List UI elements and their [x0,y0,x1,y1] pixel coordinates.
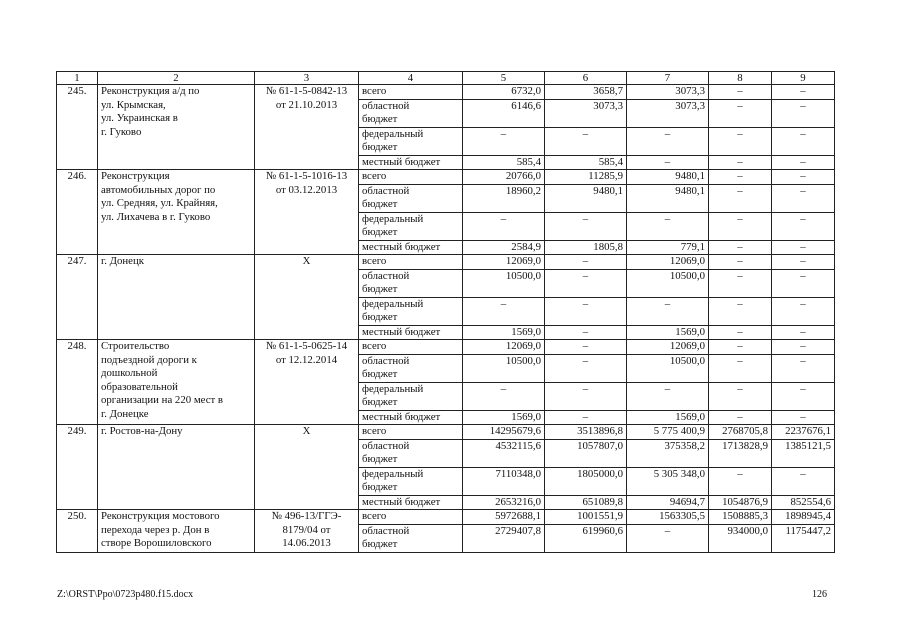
object-name [98,510,255,553]
amount-cell: – [545,340,627,355]
funding-source-line: всего [362,340,387,352]
amount-cell: 852554,6 [772,495,835,510]
amount-cell: 12069,0 [463,340,545,355]
amount-cell: 5 775 400,9 [627,425,709,440]
funding-source-line: федеральный [362,297,424,310]
object-name-line: Реконструкция мостового [101,510,220,522]
funding-source [359,99,463,127]
amount-cell: 20766,0 [463,170,545,185]
amount-cell: 375358,2 [627,439,709,467]
column-header: 9 [772,72,835,85]
row-number: 246. [57,170,98,255]
expertise-document [255,425,359,510]
object-name-line: г. Ростов-на-Дону [101,425,183,437]
document-line: X [302,255,311,267]
page-number: 126 [812,589,827,600]
amount-cell: – [709,99,772,127]
amount-cell: 12069,0 [627,340,709,355]
object-name-line: г. Донецке [101,407,149,420]
table-body [57,85,835,553]
amount-cell: 3513896,8 [545,425,627,440]
amount-cell: – [709,240,772,255]
row-number: 248. [57,340,98,425]
funding-source-line: бюджет [362,538,398,550]
document-line: 14.06.2013 [282,537,331,549]
amount-cell: – [772,85,835,100]
amount-cell: 14295679,6 [463,425,545,440]
amount-cell: – [709,340,772,355]
funding-source [359,439,463,467]
column-header: 3 [255,72,359,85]
object-name [98,170,255,255]
amount-cell: – [709,382,772,410]
expertise-document [255,85,359,170]
funding-source-line: областной [362,269,410,282]
amount-cell: 585,4 [545,155,627,170]
funding-source [359,255,463,270]
amount-cell: – [545,255,627,270]
object-name-line: г. Донецк [101,255,144,267]
amount-cell: 2729407,8 [463,524,545,552]
funding-source [359,495,463,510]
amount-cell: 1569,0 [463,325,545,340]
amount-cell: 1563305,5 [627,510,709,525]
object-name-line: Реконструкция [101,170,170,182]
column-header: 5 [463,72,545,85]
object-name-line: г. Гуково [101,125,142,138]
document-line: № 61-1-5-0842-13 [265,85,348,97]
funding-source [359,212,463,240]
amount-cell: – [463,127,545,155]
amount-cell: 6732,0 [463,85,545,100]
expertise-document [255,170,359,255]
amount-cell: – [772,184,835,212]
amount-cell: – [772,297,835,325]
amount-cell: – [772,354,835,382]
amount-cell: – [463,297,545,325]
document-line: от 03.12.2013 [275,183,338,196]
amount-cell: – [709,85,772,100]
funding-source-line: федеральный [362,127,424,140]
document-line: 8179/04 от [282,523,331,536]
row-number: 245. [57,85,98,170]
funding-source [359,85,463,100]
amount-cell: 12069,0 [627,255,709,270]
amount-cell: 94694,7 [627,495,709,510]
amount-cell: – [772,410,835,425]
amount-cell: – [545,354,627,382]
funding-source-line: всего [362,255,387,267]
amount-cell: – [772,382,835,410]
expertise-document [255,510,359,553]
object-name [98,425,255,510]
funding-source [359,269,463,297]
funding-source-line: местный бюджет [362,325,441,338]
funding-source-line: федеральный [362,212,424,225]
table-row [57,510,835,525]
funding-source-line: бюджет [362,226,398,238]
document-line: № 61-1-5-1016-13 [265,170,348,182]
column-header: 1 [57,72,98,85]
funding-source-line: местный бюджет [362,155,441,168]
amount-cell: – [709,255,772,270]
amount-cell: 9480,1 [545,184,627,212]
amount-cell: 9480,1 [627,184,709,212]
row-number: 250. [57,510,98,553]
amount-cell: 1057807,0 [545,439,627,467]
amount-cell: 1805,8 [545,240,627,255]
funding-source-line: местный бюджет [362,495,441,508]
amount-cell: 2584,9 [463,240,545,255]
amount-cell: – [627,212,709,240]
funding-source-line: федеральный [362,382,424,395]
funding-source [359,510,463,525]
amount-cell: 5972688,1 [463,510,545,525]
amount-cell: – [709,325,772,340]
amount-cell: – [709,410,772,425]
amount-cell: – [772,170,835,185]
amount-cell: 3073,3 [627,99,709,127]
table-row [57,255,835,270]
amount-cell: 2768705,8 [709,425,772,440]
funding-source-line: бюджет [362,481,398,493]
amount-cell: – [545,325,627,340]
amount-cell: – [463,212,545,240]
funding-source-line: областной [362,439,410,452]
amount-cell: – [545,269,627,297]
funding-source-line: бюджет [362,198,398,210]
amount-cell: 1805000,0 [545,467,627,495]
document-line: X [302,425,311,437]
column-header: 6 [545,72,627,85]
expertise-document [255,255,359,340]
funding-source-line: областной [362,99,410,112]
table-row [57,425,835,440]
document-line: от 21.10.2013 [275,98,338,111]
amount-cell: 7110348,0 [463,467,545,495]
funding-source [359,467,463,495]
object-name-line: перехода через р. Дон в [101,523,210,536]
object-name-line: створе Ворошиловского [101,537,212,549]
amount-cell: 1508885,3 [709,510,772,525]
funding-source [359,240,463,255]
amount-cell: 11285,9 [545,170,627,185]
funding-source-line: всего [362,425,387,437]
object-name [98,340,255,425]
funding-source-line: бюджет [362,453,398,465]
amount-cell: 1569,0 [463,410,545,425]
document-line: № 61-1-5-0625-14 [265,340,348,352]
amount-cell: 2237676,1 [772,425,835,440]
amount-cell: 6146,6 [463,99,545,127]
object-name-line: организации на 220 мест в [101,394,224,406]
object-name-line: подъездной дороги к [101,353,197,366]
amount-cell: 10500,0 [627,269,709,297]
column-header: 2 [98,72,255,85]
amount-cell: – [772,127,835,155]
document-line: от 12.12.2014 [275,353,338,366]
expertise-document [255,340,359,425]
object-name-line: Строительство [101,340,170,352]
column-header: 8 [709,72,772,85]
column-header: 4 [359,72,463,85]
amount-cell: – [627,127,709,155]
funding-source [359,127,463,155]
funding-source-line: бюджет [362,113,398,125]
amount-cell: 651089,8 [545,495,627,510]
amount-cell: 585,4 [463,155,545,170]
funding-source [359,425,463,440]
amount-cell: – [709,127,772,155]
amount-cell: – [772,269,835,297]
funding-source [359,354,463,382]
amount-cell: 3073,3 [545,99,627,127]
table-row [57,170,835,185]
amount-cell: – [709,354,772,382]
funding-source [359,155,463,170]
object-name-line: автомобильных дорог по [101,183,216,196]
funding-source-line: областной [362,524,410,537]
row-number: 247. [57,255,98,340]
object-name-line: образовательной [101,380,178,393]
funding-source-line: местный бюджет [362,410,441,423]
amount-cell: 1898945,4 [772,510,835,525]
amount-cell: – [772,240,835,255]
funding-source [359,524,463,552]
amount-cell: 2653216,0 [463,495,545,510]
amount-cell: 1001551,9 [545,510,627,525]
object-name-line: ул. Средняя, ул. Крайняя, [101,197,218,209]
amount-cell: 1713828,9 [709,439,772,467]
object-name-line: ул. Крымская, [101,98,166,111]
amount-cell: – [545,212,627,240]
funding-source-line: всего [362,170,387,182]
amount-cell: – [627,155,709,170]
funding-source-line: бюджет [362,141,398,153]
amount-cell: – [709,269,772,297]
header-row [57,72,835,85]
amount-cell: – [709,184,772,212]
amount-cell: 10500,0 [627,354,709,382]
column-header: 7 [627,72,709,85]
object-name [98,255,255,340]
funding-source [359,410,463,425]
funding-source-line: бюджет [362,283,398,295]
amount-cell: – [545,410,627,425]
amount-cell: – [545,297,627,325]
budget-table [56,71,835,553]
amount-cell: – [709,170,772,185]
amount-cell: 1569,0 [627,410,709,425]
amount-cell: 619960,6 [545,524,627,552]
funding-source-line: бюджет [362,311,398,323]
funding-source-line: бюджет [362,368,398,380]
funding-source-line: бюджет [362,396,398,408]
funding-source [359,170,463,185]
amount-cell: 1569,0 [627,325,709,340]
object-name-line: Реконструкция а/д по [101,85,200,97]
amount-cell: – [772,155,835,170]
object-name-line: дошкольной [101,367,158,379]
funding-source [359,184,463,212]
funding-source-line: федеральный [362,467,424,480]
amount-cell: – [463,382,545,410]
funding-source [359,382,463,410]
amount-cell: 3658,7 [545,85,627,100]
amount-cell: – [545,127,627,155]
amount-cell: 10500,0 [463,269,545,297]
amount-cell: – [772,212,835,240]
amount-cell: – [709,467,772,495]
amount-cell: 18960,2 [463,184,545,212]
funding-source-line: местный бюджет [362,240,441,253]
amount-cell: 1385121,5 [772,439,835,467]
funding-source-line: областной [362,184,410,197]
object-name-line: ул. Украинская в [101,112,178,124]
table-row [57,340,835,355]
amount-cell: 9480,1 [627,170,709,185]
amount-cell: – [709,212,772,240]
amount-cell: – [627,297,709,325]
funding-source [359,297,463,325]
funding-source [359,325,463,340]
amount-cell: – [772,99,835,127]
amount-cell: 934000,0 [709,524,772,552]
amount-cell: – [772,340,835,355]
object-name-line: ул. Лихачева в г. Гуково [101,210,211,223]
amount-cell: 779,1 [627,240,709,255]
amount-cell: – [627,524,709,552]
document-line: № 496-13/ГГЭ- [271,510,342,522]
funding-source-line: всего [362,510,387,522]
amount-cell: – [772,325,835,340]
amount-cell: – [772,467,835,495]
funding-source [359,340,463,355]
funding-source-line: областной [362,354,410,367]
amount-cell: 3073,3 [627,85,709,100]
amount-cell: 12069,0 [463,255,545,270]
amount-cell: – [627,382,709,410]
object-name [98,85,255,170]
amount-cell: 4532115,6 [463,439,545,467]
amount-cell: 5 305 348,0 [627,467,709,495]
amount-cell: 1054876,9 [709,495,772,510]
table-row [57,85,835,100]
footer-file-path: Z:\ORST\Ppo\0723p480.f15.docx [57,589,194,600]
amount-cell: – [772,255,835,270]
amount-cell: 10500,0 [463,354,545,382]
row-number: 249. [57,425,98,510]
amount-cell: – [545,382,627,410]
funding-source-line: всего [362,85,387,97]
amount-cell: – [709,155,772,170]
amount-cell: – [709,297,772,325]
amount-cell: 1175447,2 [772,524,835,552]
